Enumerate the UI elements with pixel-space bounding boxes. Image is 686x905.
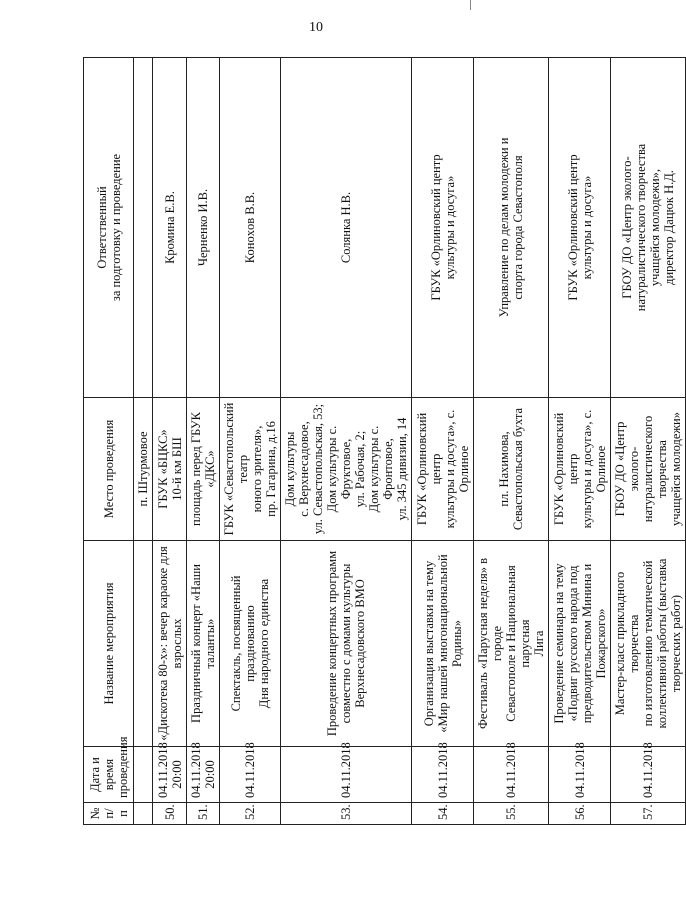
events-table xyxy=(83,57,686,825)
table-row xyxy=(187,58,220,825)
table-header-row xyxy=(84,58,134,825)
page-number: 10 xyxy=(309,20,323,35)
cell-name: Мастер-класс прикладного творчества по изготовлению тематической коллективной работы (выставка творческих работ) xyxy=(611,541,686,747)
header-name: Название мероприятия xyxy=(84,541,134,747)
scan-mark xyxy=(470,0,471,10)
cell-num: 51. xyxy=(187,803,220,825)
cell-num: 56. xyxy=(549,803,611,825)
table-row xyxy=(220,58,281,825)
cell-place: ГБУК «Севастопольский театр юного зрителя», пр. Гагарина, д.16 xyxy=(220,398,281,541)
cell-place: ГБУК «Орлиновский центр культуры и досуга», с. Орлиное xyxy=(412,398,474,541)
cell-place: ГБУК «Орлиновский центр культуры и досуга», с. Орлиное xyxy=(549,398,611,541)
table-body xyxy=(134,58,686,825)
cell-place: ГБОУ ДО «Центр эколого- натуралистического творчества учащейся молодежи» xyxy=(611,398,686,541)
cell-place: пл. Нахимова, Севастопольская бухта xyxy=(474,398,549,541)
subheader-empty-name xyxy=(134,541,153,747)
cell-date: 04.11.2018 xyxy=(549,747,611,803)
cell-place: Дом культуры с. Верхнесадовое, ул. Севастопольская, 53; Дом культуры с. Фруктовое, ул. Рабочая, 2; Дом культуры с. Фронтовое, ул. 345 дивизии, 14 xyxy=(281,398,412,541)
cell-resp: Управление по делам молодежи и спорта города Севастополя xyxy=(474,58,549,398)
subheader-empty-date xyxy=(134,747,153,803)
table-row xyxy=(281,58,412,825)
cell-name: Проведение семинара на тему «Подвиг русского народа под предводительством Минина и Пожарского» xyxy=(549,541,611,747)
cell-num: 53. xyxy=(281,803,412,825)
cell-resp: ГБУК «Орлиновский центр культуры и досуга» xyxy=(549,58,611,398)
cell-num: 55. xyxy=(474,803,549,825)
cell-date: 04.11.2018 20:00 xyxy=(187,747,220,803)
cell-place: площадь перед ГБУК «ДКС» xyxy=(187,398,220,541)
rotated-table-wrapper xyxy=(83,58,683,825)
cell-resp: Коноxов В.В. xyxy=(220,58,281,398)
cell-name: Спектакль, посвященный празднованию Дня народного единства xyxy=(220,541,281,747)
cell-date: 04.11.2018 xyxy=(611,747,686,803)
cell-num: 54. xyxy=(412,803,474,825)
cell-date: 04.11.2018 20:00 xyxy=(153,747,187,803)
cell-resp: Солянка Н.В. xyxy=(281,58,412,398)
subheader-empty-num xyxy=(134,803,153,825)
table-row xyxy=(474,58,549,825)
cell-place: ГБУК «БЦКС» 10-й км БШ xyxy=(153,398,187,541)
cell-name: Праздничный концерт «Наши таланты» xyxy=(187,541,220,747)
cell-num: 50. xyxy=(153,803,187,825)
header-num: № п/п xyxy=(84,803,134,825)
cell-resp: Черненко И.В. xyxy=(187,58,220,398)
cell-date: 04.11.2018 xyxy=(220,747,281,803)
subheader-place: п. Штурмовое xyxy=(134,398,153,541)
cell-date: 04.11.2018 xyxy=(281,747,412,803)
table-row xyxy=(412,58,474,825)
cell-name: Фестиваль «Парусная неделя» в городе Севастополе и Национальная парусная Лига xyxy=(474,541,549,747)
table-row xyxy=(153,58,187,825)
header-resp: Ответственный за подготовку и проведение xyxy=(84,58,134,398)
cell-resp: ГБУК «Орлиновский центр культуры и досуга» xyxy=(412,58,474,398)
subheader-empty-resp xyxy=(134,58,153,398)
cell-name: Организация выставки на тему «Мир нашей многонациональной Родины» xyxy=(412,541,474,747)
cell-date: 04.11.2018 xyxy=(412,747,474,803)
table-row xyxy=(611,58,686,825)
header-date: Дата и время проведения xyxy=(84,747,134,803)
cell-num: 52. xyxy=(220,803,281,825)
cell-num: 57. xyxy=(611,803,686,825)
table-row xyxy=(549,58,611,825)
subheader-row xyxy=(134,58,153,825)
cell-name: Проведение концертных программ совместно с домами культуры Верхнесадовского ВМО xyxy=(281,541,412,747)
header-place: Место проведения xyxy=(84,398,134,541)
cell-resp: Кромина Е.В. xyxy=(153,58,187,398)
cell-name: «Дискотека 80-х»: вечер караоке для взрослых xyxy=(153,541,187,747)
cell-resp: ГБОУ ДО «Центр эколого- натуралистического творчества учащейся молодежи», директор Дацюк Н.Д. xyxy=(611,58,686,398)
cell-date: 04.11.2018 xyxy=(474,747,549,803)
